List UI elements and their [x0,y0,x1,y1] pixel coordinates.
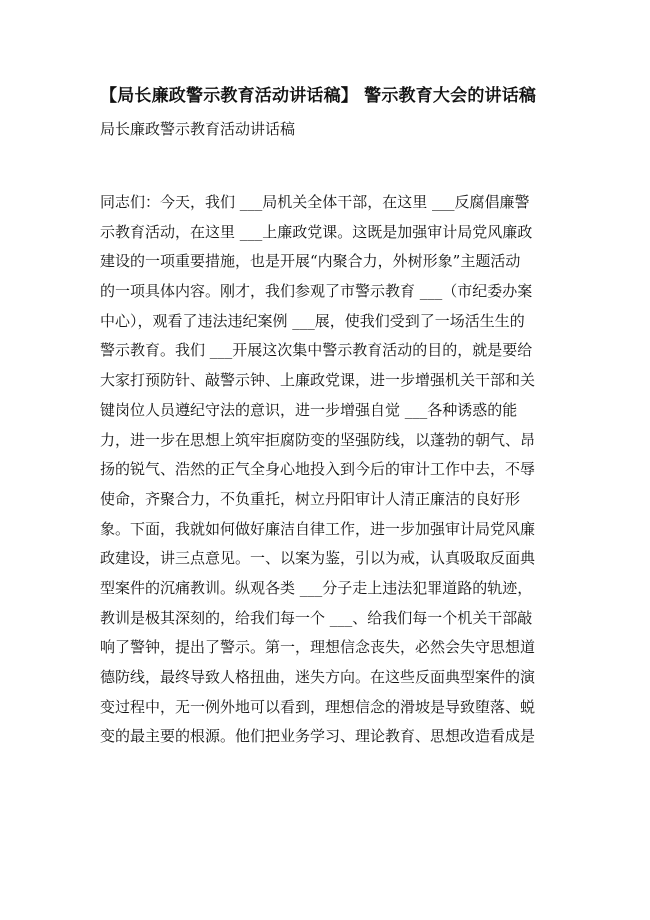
body-line: 政建设，讲三点意见。一、以案为鉴，引以为戒，认真吸取反面典 [100,549,536,568]
body-line: 型案件的沉痛教训。纵观各类 ___分子走上违法犯罪道路的轨迹， [100,578,533,597]
body-line: 响了警钟，提出了警示。第一，理想信念丧失，必然会失守思想道 [100,638,536,657]
body-line: 使命，齐聚合力，不负重托，树立丹阳审计人清正廉洁的良好形 [100,489,521,508]
body-line: 同志们：今天，我们 ___局机关全体干部，在这里 ___反腐倡廉警 [100,193,530,211]
body-line: 建设的一项重要措施，也是开展“内聚合力，外树形象”主题活动 [100,252,521,271]
body-line: 的一项具体内容。刚才，我们参观了市警示教育 ___（市纪委办案 [100,282,533,301]
body-line: 示教育活动，在这里 ___上廉政党课。这既是加强审计局党风廉政 [100,222,533,241]
body-line: 力，进一步在思想上筑牢拒腐防变的坚强防线，以蓬勃的朝气、昂 [100,430,536,449]
body-line: 教训是极其深刻的，给我们每一个 ___、给我们每一个机关干部敲 [100,608,533,627]
body-line: 扬的锐气、浩然的正气全身心地投入到今后的审计工作中去，不辱 [100,460,536,479]
body-line: 象。下面，我就如何做好廉洁自律工作，进一步加强审计局党风廉 [100,519,536,538]
document-body [100,188,550,752]
body-line: 键岗位人员遵纪守法的意识，进一步增强自觉 ___各种诱惑的能 [100,400,518,419]
body-line: 德防线，最终导致人格扭曲，迷失方向。在这些反面典型案件的演 [100,668,536,686]
document-subtitle: 局长廉政警示教育活动讲话稿 [100,120,296,138]
body-line: 变的最主要的根源。他们把业务学习、理论教育、思想改造看成是 [100,727,536,746]
body-line: 变过程中，无一例外地可以看到，理想信念的滑坡是导致堕落、蜕 [100,697,536,716]
document-title: 【局长廉政警示教育活动讲话稿】 警示教育大会的讲话稿 [100,86,537,106]
body-line: 警示教育。我们 ___开展这次集中警示教育活动的目的，就是要给 [100,341,533,360]
body-line: 大家打预防针、敲警示钟、上廉政党课，进一步增强机关干部和关 [100,371,536,390]
body-line: 中心），观看了违法违纪案例 ___展，使我们受到了一场活生生的 [100,311,525,330]
